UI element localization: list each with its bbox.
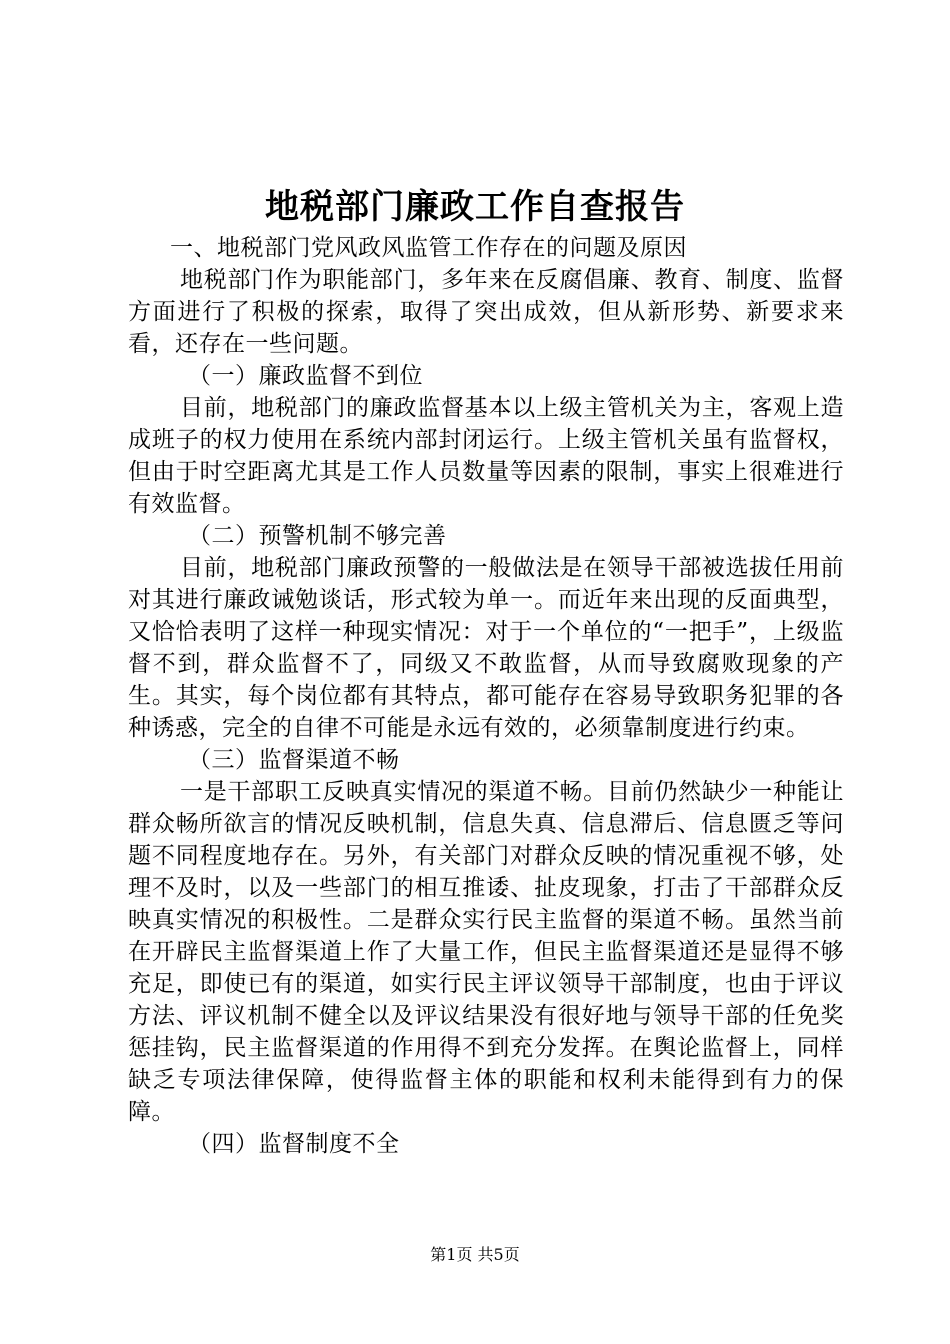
paragraph: 目前，地税部门的廉政监督基本以上级主管机关为主，客观上造成班子的权力使用在系统内部封闭运行。上级主管机关虽有监督权，但由于时空距离尤其是工作人员数量等因素的限制，事实上很难进行有效监督。 (128, 395, 844, 517)
document-title: 地税部门廉政工作自查报告 (265, 187, 685, 227)
paragraph: 一是干部职工反映真实情况的渠道不畅。目前仍然缺少一种能让群众畅所欲言的情况反映机制，信息失真、信息滞后、信息匮乏等问题不同程度地存在。另外，有关部门对群众反映的情况重视不够，处理不及时，以及一些部门的相互推诿、扯皮现象，打击了干部群众反映真实情况的积极性。二是群众实行民主监督的渠道不畅。虽然当前在开辟民主监督渠道上作了大量工作，但民主监督渠道还是显得不够充足，即使已有的渠道，如实行民主评议领导干部制度，也由于评议方法、评议机制不健全以及评议结果没有很好地与领导干部的任免奖惩挂钩，民主监督渠道的作用得不到充分发挥。在舆论监督上，同样缺乏专项法律保障，使得监督主体的职能和权利未能得到有力的保障。 (128, 779, 844, 1125)
subsection-heading: （四）监督制度不全 (188, 1131, 400, 1157)
subsection-heading: （二）预警机制不够完善 (188, 523, 447, 549)
document-body (128, 232, 844, 1160)
paragraph: 目前，地税部门廉政预警的一般做法是在领导干部被选拔任用前对其进行廉政诫勉谈话，形式较为单一。而近年来出现的反面典型，又恰恰表明了这样一种现实情况：对于一个单位的“一把手”，上级监督不到，群众监督不了，同级又不敢监督，从而导致腐败现象的产生。其实，每个岗位都有其特点，都可能存在容易导致职务犯罪的各种诱惑，完全的自律不可能是永远有效的，必须靠制度进行约束。 (128, 555, 844, 741)
subsection-heading: （三）监督渠道不畅 (188, 747, 400, 773)
paragraph: 地税部门作为职能部门，多年来在反腐倡廉、教育、制度、监督方面进行了积极的探索，取得了突出成效，但从新形势、新要求来看，还存在一些问题。 (128, 267, 844, 357)
section-heading: 一、地税部门党风政风监管工作存在的问题及原因 (170, 235, 687, 261)
subsection-heading: （一）廉政监督不到位 (188, 363, 423, 389)
page-footer: 第1页 共5页 (430, 1245, 520, 1264)
